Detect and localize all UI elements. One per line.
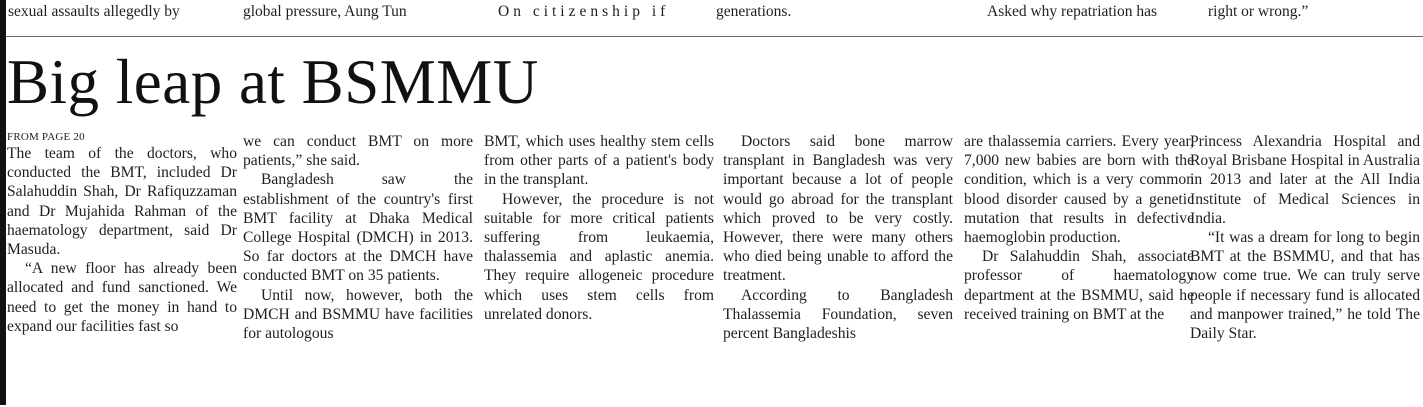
article-column-3	[484, 132, 714, 407]
article-column-1	[7, 130, 237, 405]
paragraph: BMT, which uses healthy stem cells from other parts of a patient's body in the transplant.	[484, 133, 714, 189]
article-column-2	[243, 132, 473, 407]
prev-line: global pressure, Aung Tun	[243, 3, 407, 20]
prev-line: Asked why repatriation has	[987, 3, 1158, 20]
paragraph: Doctors said bone marrow transplant in Bangladesh was very important because a lot of people would go abroad for the transplant which proved to be very costly. However, there were many others who died being unable to afford the treatment.	[723, 133, 953, 285]
paragraph: Princess Alexandria Hospital and Royal Brisbane Hospital in Australia in 2013 and later at the All India Institute of Medical Sciences in India.	[1190, 133, 1420, 227]
paragraph: are thalassemia carriers. Every year, 7,000 new babies are born with the condition, which is a very common blood disorder caused by a genetic mutation that results in defective haemoglobin production.	[964, 133, 1194, 247]
paragraph: Until now, however, both the DMCH and BSMMU have facilities for autologous	[243, 286, 473, 343]
prev-line: sexual assaults allegedly by	[8, 3, 180, 20]
prev-line: right or wrong.”	[1208, 3, 1309, 20]
jump-line: FROM PAGE 20	[7, 131, 85, 143]
paragraph: “It was a dream for long to begin BMT at the BSMMU, and that has now come true. We can truly serve people if necessary fund is allocated and manpower trained,” he told The Daily Star.	[1190, 229, 1420, 343]
article-column-6	[1190, 132, 1420, 407]
article-column-4	[723, 132, 953, 407]
article-headline: Big leap at BSMMU	[7, 47, 539, 117]
previous-article-tail	[0, 0, 1423, 24]
paragraph: However, the procedure is not suitable for more critical patients suffering from leukaemia, thalassemia and aplastic anemia. They require allogeneic procedure which uses stem cells from unrelated donors.	[484, 190, 714, 323]
paragraph: we can conduct BMT on more patients,” she said.	[243, 133, 473, 170]
paragraph: “A new floor has already been allocated and fund sanctioned. We need to get the money in hand to expand our facilities fast so	[7, 260, 237, 335]
prev-line: generations.	[716, 3, 792, 20]
paragraph: Bangladesh saw the establishment of the country's first BMT facility at Dhaka Medical College Hospital (DMCH) in 2013. So far doctors at the DMCH have conducted BMT on 35 patients.	[243, 171, 473, 285]
section-divider	[6, 36, 1423, 37]
prev-line: On citizenship if	[498, 3, 670, 20]
paragraph: According to Bangladesh Thalassemia Foundation, seven percent Bangladeshis	[723, 286, 953, 343]
paragraph: Dr Salahuddin Shah, associate professor of haematology department at the BSMMU, said he received training on BMT at the	[964, 248, 1194, 323]
page-edge-bar	[0, 0, 6, 405]
article-column-5	[964, 132, 1194, 407]
paragraph: The team of the doctors, who conducted the BMT, included Dr Salahuddin Shah, Dr Rafiquzzaman and Dr Mujahida Rahman of the haematology department, said Dr Masuda.	[7, 145, 237, 259]
